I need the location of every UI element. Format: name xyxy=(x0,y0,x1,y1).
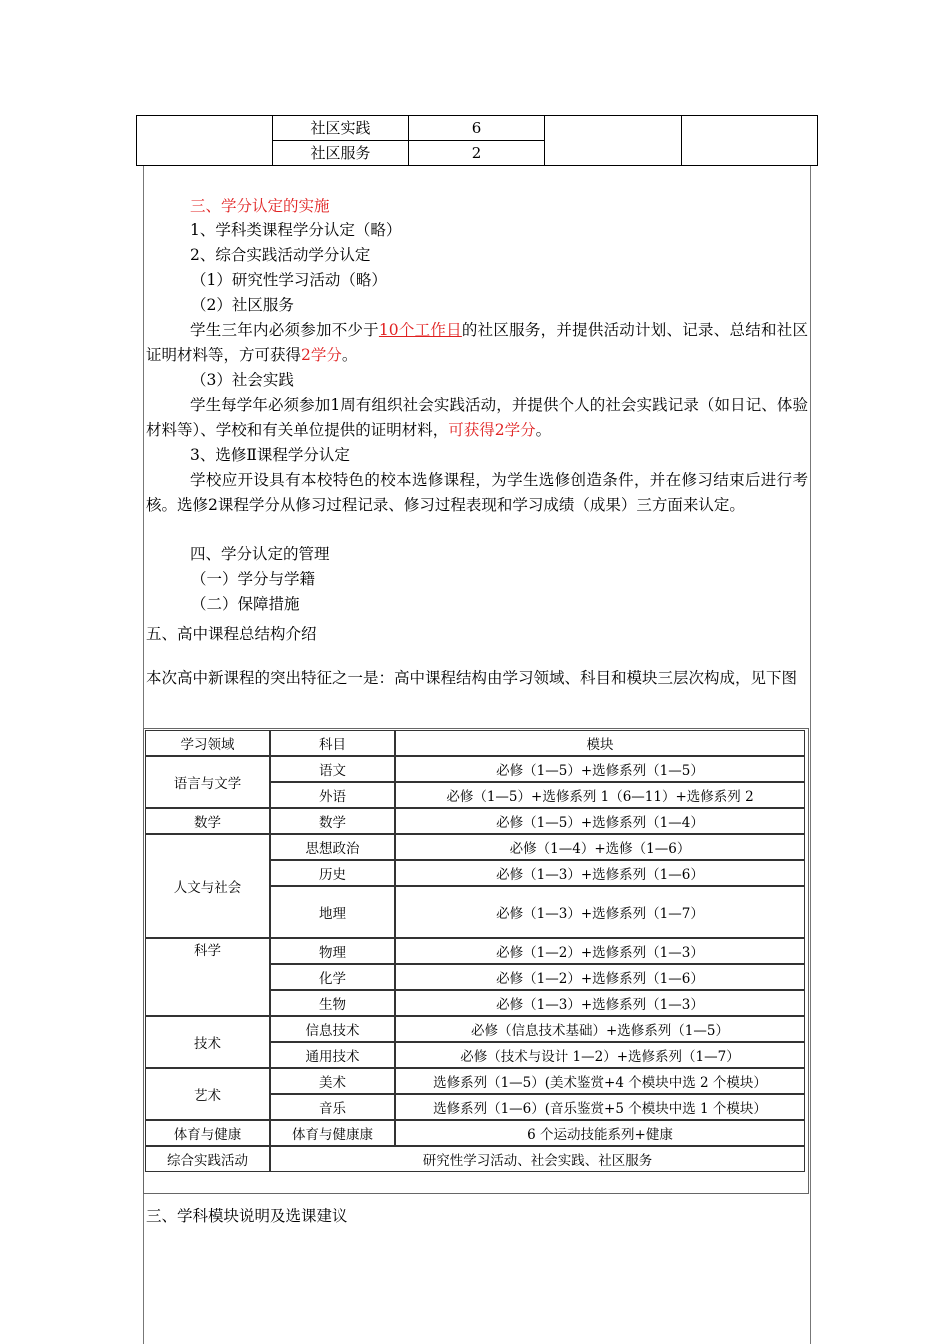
paragraph xyxy=(146,393,808,443)
subject-cell: 地理 xyxy=(270,886,395,938)
module-cell: 选修系列（1—6）(音乐鉴赏+5 个模块中选 1 个模块） xyxy=(395,1094,805,1120)
paragraph xyxy=(146,318,808,368)
section-heading: 三、学分认定的实施 xyxy=(190,197,330,215)
domain-cell: 人文与社会 xyxy=(145,834,270,938)
text-line: （1）研究性学习活动（略） xyxy=(191,271,387,289)
paragraph: 本次高中新课程的突出特征之一是：高中课程结构由学习领域、科目和模块三层次构成，见下图 xyxy=(146,669,798,687)
module-cell: 必修（1—4）+选修（1—6） xyxy=(395,834,805,860)
highlight-text: 可获得2学分 xyxy=(448,421,536,439)
subject-cell: 通用技术 xyxy=(270,1042,395,1068)
text-span: 。 xyxy=(535,421,552,439)
empty-cell xyxy=(137,116,273,166)
module-cell: 选修系列（1—5）(美术鉴赏+4 个模块中选 2 个模块） xyxy=(395,1068,805,1094)
text-line: 2、综合实践活动学分认定 xyxy=(190,246,371,264)
module-cell: 必修（信息技术基础）+选修系列（1—5） xyxy=(395,1016,805,1042)
domain-cell: 技术 xyxy=(145,1016,270,1068)
text-span: 学生三年内必须参加不少于 xyxy=(190,321,379,339)
table-cell: 2 xyxy=(409,141,545,166)
text-line: 1、学科类课程学分认定（略） xyxy=(190,221,402,239)
text-line: （3）社会实践 xyxy=(191,371,294,389)
course-structure-table xyxy=(143,728,809,1194)
module-cell: 必修（1—3）+选修系列（1—6） xyxy=(395,860,805,886)
module-cell: 研究性学习活动、社会实践、社区服务 xyxy=(270,1146,805,1172)
module-cell: 必修（1—3）+选修系列（1—3） xyxy=(395,990,805,1016)
subject-cell: 信息技术 xyxy=(270,1016,395,1042)
text-span: 的社区服务，并提供活动计划、记录、总结和社区证明材料等，方可获得 xyxy=(146,321,808,364)
section-heading: 三、学科模块说明及选课建议 xyxy=(146,1207,348,1225)
domain-cell: 体育与健康 xyxy=(145,1120,270,1146)
domain-cell: 数学 xyxy=(145,808,270,834)
text-span: 学生每学年必须参加1周有组织社会实践活动，并提供个人的社会实践记录（如日记、体验材料等）、学校和有关单位提供的证明材料， xyxy=(146,396,808,439)
domain-cell: 语言与文学 xyxy=(145,756,270,808)
highlight-text: 10个工作日 xyxy=(378,321,462,339)
module-cell: 必修（1—5）+选修系列（1—5） xyxy=(395,756,805,782)
subject-cell: 历史 xyxy=(270,860,395,886)
subject-cell: 生物 xyxy=(270,990,395,1016)
credit-table-fragment xyxy=(136,115,818,166)
empty-cell xyxy=(682,116,818,166)
text-line: 3、选修Ⅱ课程学分认定 xyxy=(190,446,350,464)
text-span: 。 xyxy=(341,346,358,364)
domain-cell: 艺术 xyxy=(145,1068,270,1120)
text-line: （一）学分与学籍 xyxy=(191,570,316,588)
domain-cell: 科学 xyxy=(145,938,270,1016)
subject-cell: 外语 xyxy=(270,782,395,808)
section-heading: 四、学分认定的管理 xyxy=(190,545,330,563)
module-cell: 必修（1—3）+选修系列（1—7） xyxy=(395,886,805,938)
module-cell: 必修（技术与设计 1—2）+选修系列（1—7） xyxy=(395,1042,805,1068)
module-cell: 必修（1—5）+选修系列（1—4） xyxy=(395,808,805,834)
section-heading: 五、高中课程总结构介绍 xyxy=(146,625,317,643)
paragraph: 学校应开设具有本校特色的校本选修课程，为学生选修创造条件，并在修习结束后进行考核。选修2课程学分从修习过程记录、修习过程表现和学习成绩（成果）三方面来认定。 xyxy=(146,471,808,514)
subject-cell: 数学 xyxy=(270,808,395,834)
domain-cell: 综合实践活动 xyxy=(145,1146,270,1172)
module-cell: 6 个运动技能系列+健康 xyxy=(395,1120,805,1146)
table-cell: 6 xyxy=(409,116,545,141)
text-line: （2）社区服务 xyxy=(191,296,294,314)
module-cell: 必修（1—2）+选修系列（1—3） xyxy=(395,938,805,964)
module-cell: 必修（1—5）+选修系列 1（6—11）+选修系列 2 xyxy=(395,782,805,808)
subject-cell: 音乐 xyxy=(270,1094,395,1120)
highlight-text: 2学分 xyxy=(301,346,342,364)
subject-cell: 化学 xyxy=(270,964,395,990)
subject-cell: 语文 xyxy=(270,756,395,782)
subject-cell: 思想政治 xyxy=(270,834,395,860)
subject-cell: 体育与健康康 xyxy=(270,1120,395,1146)
table-cell: 社区实践 xyxy=(273,116,409,141)
subject-cell: 美术 xyxy=(270,1068,395,1094)
empty-cell xyxy=(545,116,682,166)
text-line: （二）保障措施 xyxy=(191,595,300,613)
subject-cell: 物理 xyxy=(270,938,395,964)
table-cell: 社区服务 xyxy=(273,141,409,166)
header-cell: 科目 xyxy=(270,730,395,756)
header-cell: 模块 xyxy=(395,730,805,756)
module-cell: 必修（1—2）+选修系列（1—6） xyxy=(395,964,805,990)
header-cell: 学习领域 xyxy=(145,730,270,756)
